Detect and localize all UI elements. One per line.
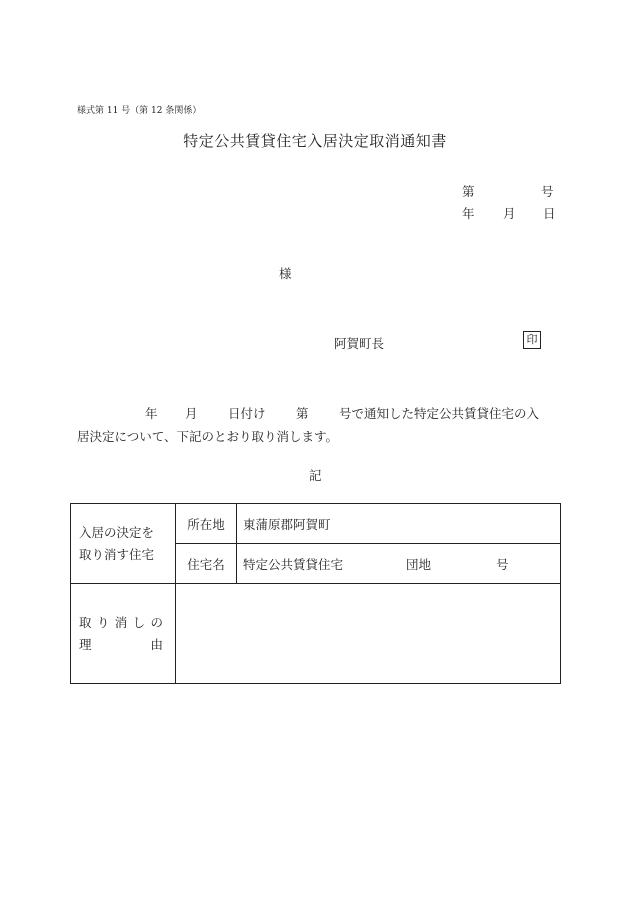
section-housing-line1: 入居の決定を: [79, 524, 155, 540]
seal-mark: 印: [523, 331, 541, 349]
body-nen: 年: [145, 406, 158, 421]
document-title: 特定公共賃貸住宅入居決定取消通知書: [183, 132, 447, 150]
body-go-text: 号で通知した特定公共賃貸住宅の入: [339, 406, 540, 421]
header-dai: 第: [462, 184, 475, 199]
reason-char: り: [96, 614, 110, 630]
location-label: 所在地: [176, 504, 237, 544]
reason-char: し: [132, 614, 146, 630]
sender-name: 阿賀町長: [334, 336, 385, 351]
form-number: 様式第 11 号（第 12 条関係）: [77, 106, 202, 116]
reason-value[interactable]: [176, 584, 561, 684]
housing-go: 号: [495, 556, 509, 572]
section-reason-line2: [79, 634, 163, 656]
reason-char: 消: [114, 614, 128, 630]
header-tsuki: 月: [503, 206, 516, 221]
reason-char: 由: [150, 636, 163, 652]
header-hi: 日: [543, 206, 556, 221]
section-reason-header: [71, 584, 176, 684]
section-housing-line2: 取り消す住宅: [79, 546, 155, 562]
section-reason-line1: [79, 612, 163, 634]
location-value: 東蒲原郡阿賀町: [237, 504, 561, 544]
section-housing-header: [71, 504, 176, 584]
housing-danchi: 団地: [405, 556, 431, 572]
reason-char: 理: [79, 636, 92, 652]
header-nen: 年: [462, 206, 475, 221]
header-go: 号: [541, 184, 554, 199]
housing-name-label: 住宅名: [176, 544, 237, 584]
housing-name-cell: [237, 544, 561, 584]
body-dai: 第: [296, 406, 309, 421]
body-tsuki: 月: [185, 406, 198, 421]
ki-heading: 記: [309, 468, 322, 483]
housing-info-table: [70, 503, 561, 684]
reason-char: 取: [79, 614, 92, 630]
body-hizuke: 日付け: [228, 406, 266, 421]
reason-char: の: [150, 614, 163, 630]
housing-name-value: 特定公共賃貸住宅: [243, 556, 344, 572]
addressee-suffix: 様: [279, 266, 292, 281]
body-line2: 居決定について、下記のとおり取り消します。: [77, 429, 339, 444]
